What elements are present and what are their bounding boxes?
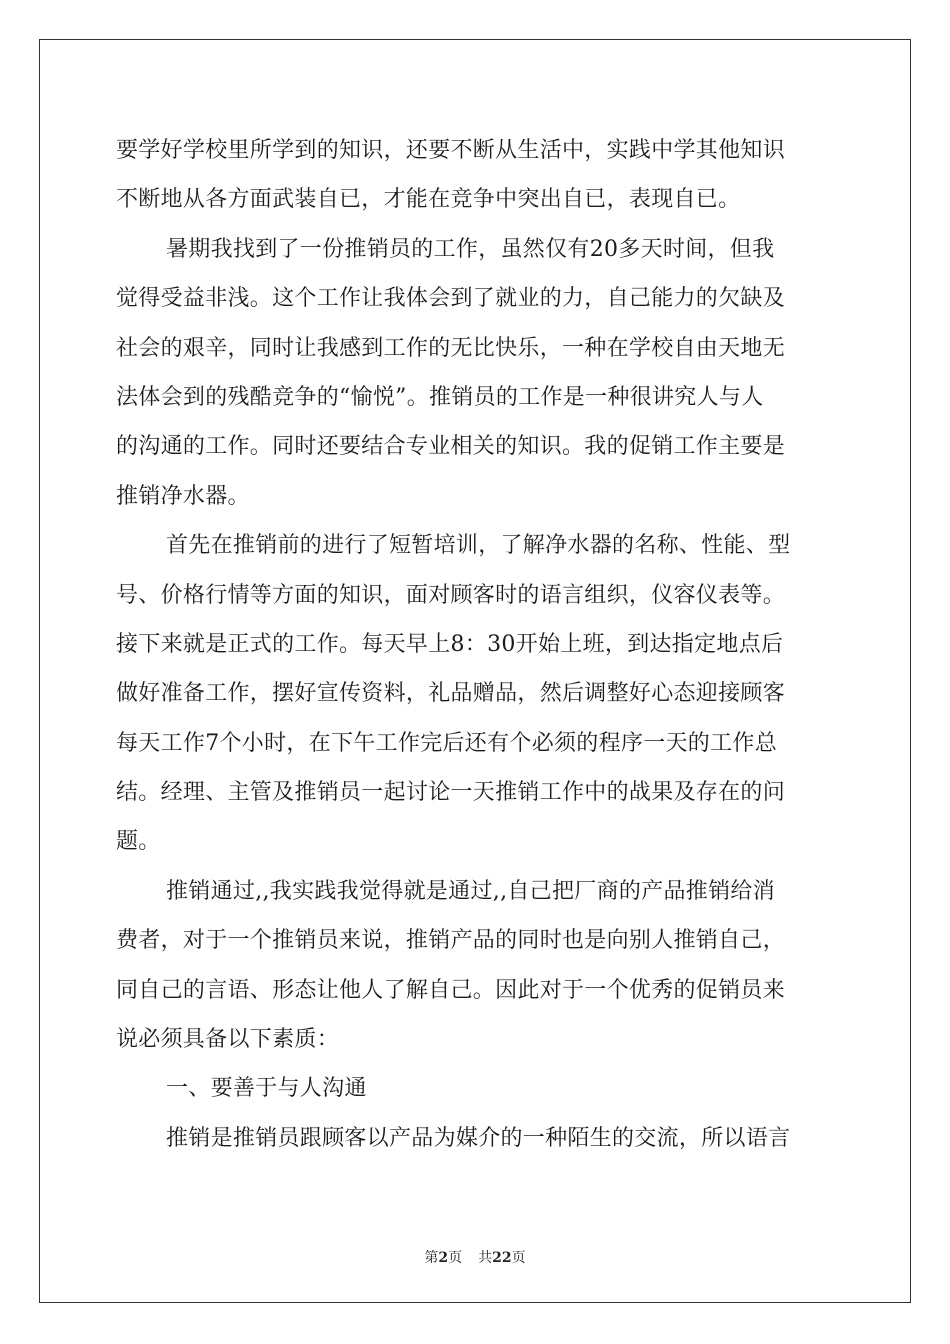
- section-heading: 一、要善于与人沟通: [166, 1076, 367, 1102]
- page-footer: [0, 1247, 950, 1267]
- total-suffix: 页: [511, 1250, 526, 1266]
- text-line: 社会的艰辛，同时让我感到工作的无比快乐，一种在学校自由天地无: [116, 335, 786, 361]
- text-line: 每天工作7个小时，在下午工作完后还有个必须的程序一天的工作总: [116, 730, 777, 756]
- text-line: 的沟通的工作。同时还要结合专业相关的知识。我的促销工作主要是: [116, 434, 786, 460]
- paragraph-start-line: 推销是推销员跟顾客以产品为媒介的一种陌生的交流，所以语言: [166, 1125, 791, 1151]
- text-line: 做好准备工作，摆好宣传资料，礼品赠品，然后调整好心态迎接顾客: [116, 681, 786, 707]
- document-body: [116, 126, 836, 1163]
- text-line: 觉得受益非浅。这个工作让我体会到了就业的力，自己能力的欠缺及: [116, 286, 786, 312]
- text-line: 费者，对于一个推销员来说，推销产品的同时也是向别人推销自己，: [116, 928, 786, 954]
- total-prefix: 共: [478, 1250, 493, 1266]
- text-line: 要学好学校里所学到的知识，还要不断从生活中，实践中学其他知识: [116, 138, 786, 163]
- total-pages: 22: [492, 1250, 512, 1266]
- page-number: 2: [438, 1250, 449, 1266]
- text-line: 说必须具备以下素质：: [116, 1027, 340, 1053]
- text-line: 接下来就是正式的工作。每天早上8：30开始上班，到达指定地点后: [116, 631, 784, 657]
- text-line: 不断地从各方面武装自已，才能在竞争中突出自已，表现自已。: [116, 187, 741, 213]
- text-line: 同自己的言语、形态让他人了解自己。因此对于一个优秀的促销员来: [116, 977, 786, 1003]
- paragraph-start-line: 推销通过,,我实践我觉得就是通过,,自己把厂商的产品推销给消: [166, 878, 775, 904]
- page-prefix: 第: [424, 1250, 439, 1266]
- text-line: 结。经理、主管及推销员一起讨论一天推销工作中的战果及存在的问: [116, 780, 786, 806]
- text-line: 号、价格行情等方面的知识，面对顾客时的语言组织，仪容仪表等。: [116, 582, 786, 608]
- text-line: 题。: [116, 829, 161, 855]
- text-line: 推销净水器。: [116, 483, 250, 509]
- paragraph-start-line: 首先在推销前的进行了短暂培训，了解净水器的名称、性能、型: [166, 533, 791, 559]
- page-suffix: 页: [448, 1250, 463, 1266]
- paragraph-start-line: 暑期我找到了一份推销员的工作，虽然仅有20多天时间，但我: [166, 236, 775, 262]
- text-line: 法体会到的残酷竞争的“愉悦”。推销员的工作是一种很讲究人与人: [116, 384, 764, 410]
